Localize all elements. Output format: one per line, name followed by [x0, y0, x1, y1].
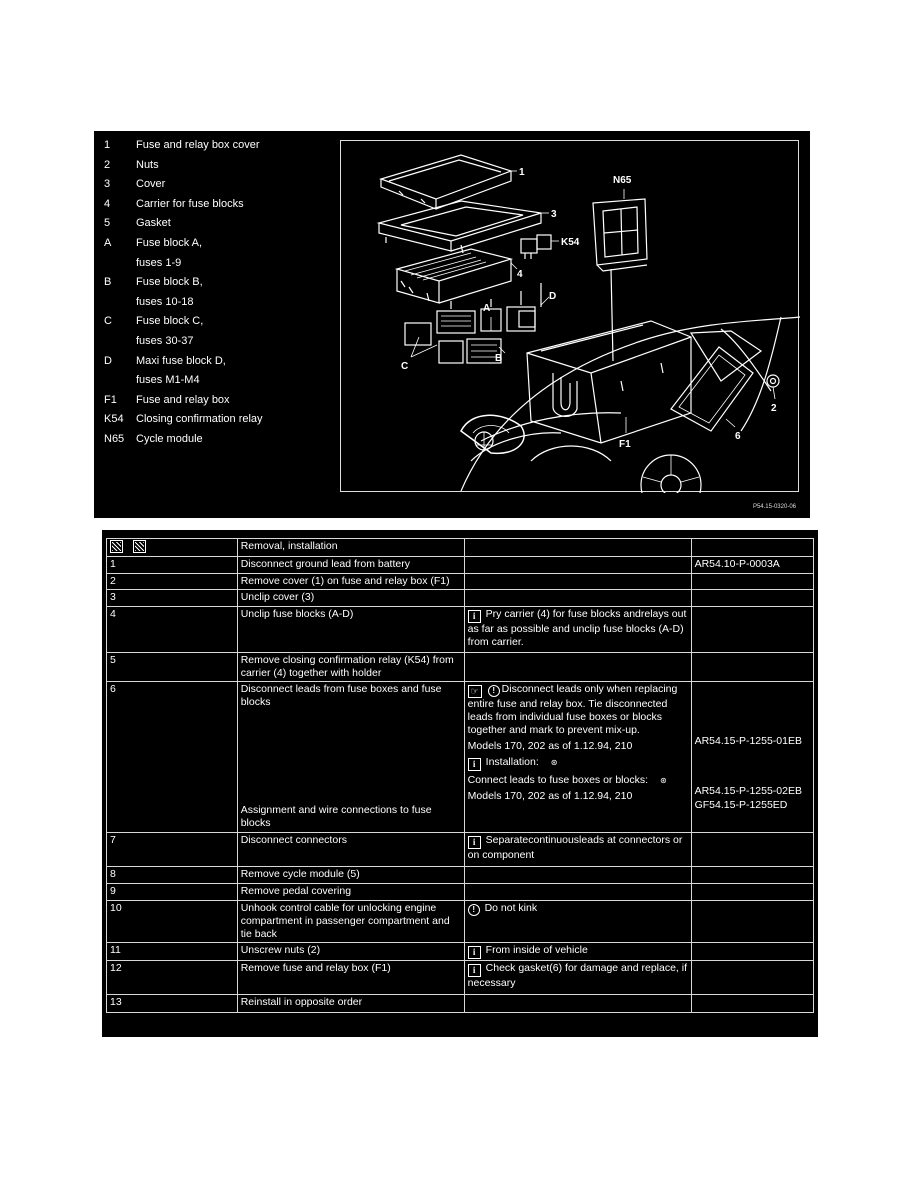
step-action: Remove fuse and relay box (F1)	[237, 961, 464, 995]
install-note: i Installation: ⊛	[468, 756, 688, 771]
step-note	[464, 607, 691, 653]
legend-text: Fuse block A,	[136, 236, 203, 249]
info-icon: i	[468, 836, 481, 849]
caution-icon: !	[488, 685, 500, 697]
table-row	[107, 833, 814, 867]
step-note	[464, 833, 691, 867]
legend-text: Maxi fuse block D,	[136, 354, 226, 367]
callout-6: 6	[735, 431, 741, 442]
step-action-assignment: Assignment and wire connections to fuse blocks	[240, 804, 432, 829]
legend-key: 2	[104, 158, 111, 171]
legend-text: Nuts	[136, 158, 159, 171]
step-number: 12	[107, 961, 238, 995]
small-circle-icon: ⊛	[660, 776, 667, 785]
reference-link[interactable]: AR54.15-P-1255-02EB	[694, 785, 802, 797]
table-row	[107, 574, 814, 590]
legend-text: Carrier for fuse blocks	[136, 197, 244, 210]
step-action: Disconnect connectors	[237, 833, 464, 867]
legend-key: 3	[104, 178, 111, 191]
note-models: Models 170, 202 as of 1.12.94, 210	[467, 790, 633, 802]
step-action: Reinstall in opposite order	[237, 995, 464, 1013]
step-number: 13	[107, 995, 238, 1013]
figure-code: P54.15-0320-06	[752, 504, 796, 510]
table-row	[107, 961, 814, 995]
note-text: Disconnect leads only when replacing entire fuse and relay box. Tie disconnected leads from individual fuse boxes or blocks together and mark to prevent mix-up.	[467, 683, 678, 736]
step-action: Unclip cover (3)	[237, 590, 464, 607]
table-row	[107, 995, 814, 1013]
callout-4: 4	[517, 269, 523, 280]
step-number: 8	[107, 867, 238, 884]
legend-key: K54	[104, 413, 124, 426]
fuse-carrier-part	[397, 249, 511, 303]
step-action: Disconnect ground lead from battery	[237, 557, 464, 574]
reference-link[interactable]: AR54.15-P-1255-01EB	[694, 735, 802, 747]
callout-n65: N65	[613, 175, 632, 186]
callout-c: C	[401, 361, 409, 372]
legend-key: 4	[104, 197, 111, 210]
step-number: 9	[107, 884, 238, 901]
step-note	[464, 943, 691, 961]
note-text: Separatecontinuousleads at connectors or on component	[467, 834, 683, 861]
nut-part	[767, 375, 779, 387]
legend-text: Cover	[136, 178, 166, 191]
step-action: Unclip fuse blocks (A-D)	[237, 607, 464, 653]
legend-key: A	[104, 236, 112, 249]
exploded-view-illustration	[340, 140, 799, 492]
workshop-icon	[110, 540, 123, 553]
info-icon: i	[468, 758, 481, 771]
legend-key: C	[104, 315, 112, 328]
header-title: Removal, installation	[237, 539, 464, 557]
step-note	[464, 961, 691, 995]
step-note	[464, 682, 691, 833]
callout-k54: K54	[561, 237, 580, 248]
fuse-relay-box-part	[527, 321, 691, 443]
connect-note: Connect leads to fuse boxes or blocks: ⊛	[467, 774, 667, 786]
step-note	[464, 901, 691, 943]
legend-text: Closing confirmation relay	[136, 413, 263, 426]
step-action-text: Disconnect leads from fuse boxes and fuse blocks	[240, 683, 442, 708]
reference-link[interactable]: GF54.15-P-1255ED	[694, 799, 788, 811]
gasket-part	[671, 347, 753, 431]
step-action: Remove cycle module (5)	[237, 867, 464, 884]
reference-link[interactable]: AR54.10-P-0003A	[691, 557, 813, 574]
table-row	[107, 607, 814, 653]
step-action: Remove closing confirmation relay (K54) from carrier (4) together with holder	[237, 653, 464, 682]
table-row	[107, 943, 814, 961]
vehicle-outline	[461, 317, 800, 493]
legend-key: D	[104, 354, 112, 367]
figure-panel	[94, 131, 810, 518]
step-refs	[691, 682, 813, 833]
legend-text: fuses 30-37	[136, 334, 194, 347]
note-text: Pry carrier (4) for fuse blocks andrelays out as far as possible and unclip fuse blocks (A-D) from carrier.	[467, 608, 687, 648]
legend-text: Gasket	[136, 217, 171, 230]
callout-2: 2	[771, 403, 777, 414]
step-number: 11	[107, 943, 238, 961]
step-action: Remove pedal covering	[237, 884, 464, 901]
callout-a: A	[483, 303, 491, 314]
step-number: 4	[107, 607, 238, 653]
info-icon: i	[468, 964, 481, 977]
step-action: Unscrew nuts (2)	[237, 943, 464, 961]
table-row	[107, 682, 814, 833]
table-header-row	[107, 539, 814, 557]
callout-1: 1	[519, 167, 525, 178]
legend-text: fuses 10-18	[136, 295, 194, 308]
fuse-blocks-part	[405, 283, 541, 363]
legend-text: Fuse and relay box cover	[136, 139, 260, 151]
table-row	[107, 590, 814, 607]
note-text: From inside of vehicle	[485, 944, 588, 956]
procedure-table-panel	[102, 530, 818, 1037]
table-row	[107, 901, 814, 943]
legend-text: fuses 1-9	[136, 256, 182, 269]
legend-key: F1	[104, 393, 117, 406]
info-icon: i	[468, 946, 481, 959]
legend-text: Fuse and relay box	[136, 393, 230, 406]
step-action: Remove cover (1) on fuse and relay box (F1)	[237, 574, 464, 590]
relay-part	[521, 235, 551, 259]
small-circle-icon: ⊛	[550, 758, 558, 767]
legend-key: N65	[104, 432, 125, 445]
cover-part	[379, 201, 541, 253]
step-number: 6	[107, 682, 238, 833]
note-text: Check gasket(6) for damage and replace, if necessary	[467, 962, 688, 989]
callout-d: D	[549, 291, 557, 302]
callout-b: B	[495, 353, 503, 364]
table-row	[107, 884, 814, 901]
illustration-drawing	[341, 141, 800, 493]
legend-text: Fuse block B,	[136, 276, 203, 289]
step-number: 10	[107, 901, 238, 943]
table-row	[107, 653, 814, 682]
step-number: 3	[107, 590, 238, 607]
step-action	[237, 682, 464, 833]
step-number: 2	[107, 574, 238, 590]
table-row	[107, 557, 814, 574]
callout-f1: F1	[619, 439, 631, 450]
step-action: Unhook control cable for unlocking engine compartment in passenger compartment and tie back	[237, 901, 464, 943]
note-models: Models 170, 202 as of 1.12.94, 210	[467, 740, 633, 752]
callout-3: 3	[551, 209, 557, 220]
fuse-relay-box-cover-part	[381, 155, 511, 209]
procedure-table	[106, 538, 814, 1013]
legend-text: fuses M1-M4	[136, 374, 200, 387]
legend-text: Cycle module	[136, 432, 203, 445]
info-icon: i	[468, 610, 481, 623]
step-number: 5	[107, 653, 238, 682]
caution-icon: !	[468, 904, 480, 916]
legend-key: 1	[104, 139, 111, 151]
header-icons-cell	[107, 539, 238, 557]
note-text: Do not kink	[484, 902, 538, 914]
table-row	[107, 867, 814, 884]
step-number: 7	[107, 833, 238, 867]
legend-text: Fuse block C,	[136, 315, 204, 328]
legend-key: 5	[104, 217, 111, 230]
legend-key: B	[104, 276, 112, 289]
workshop-icon	[133, 540, 146, 553]
step-number: 1	[107, 557, 238, 574]
hand-icon: ☞	[468, 685, 482, 698]
cycle-module-part	[593, 199, 647, 361]
